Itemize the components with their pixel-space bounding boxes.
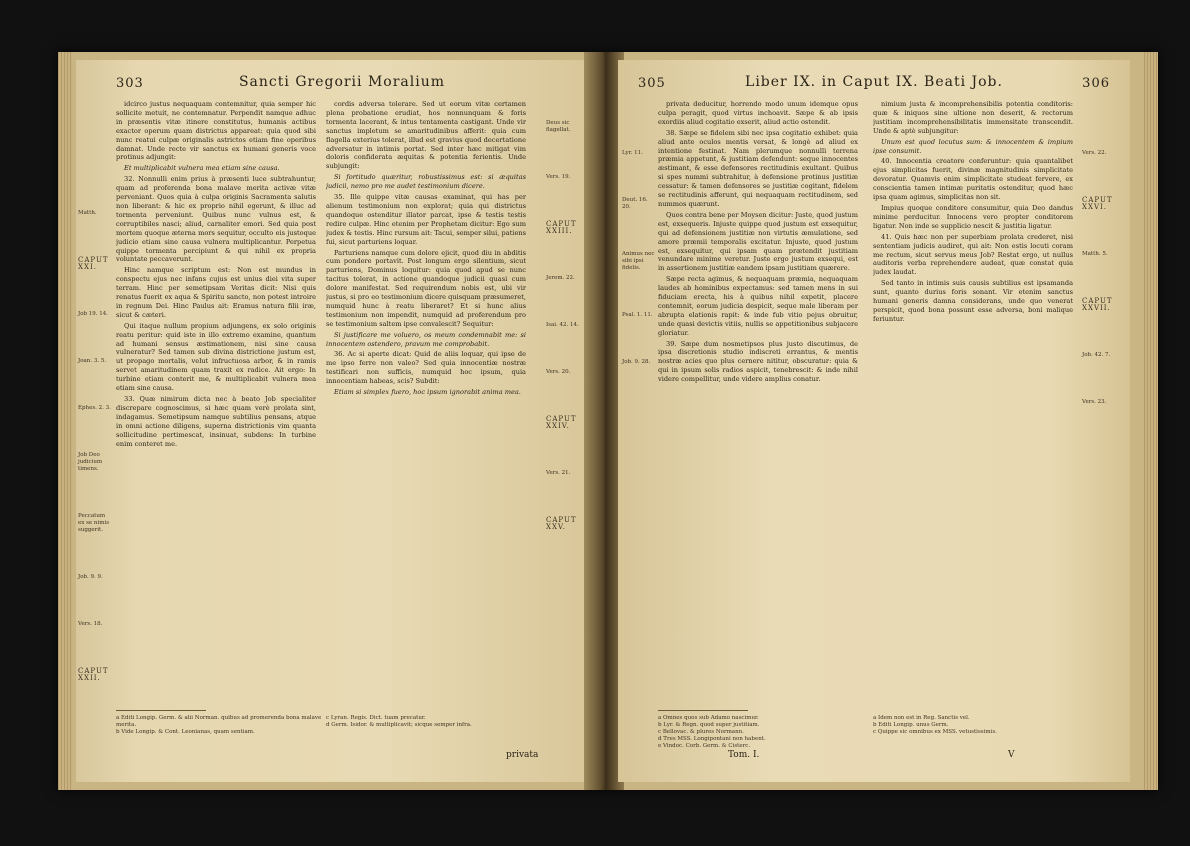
paragraph: 35. Ille quippe vitæ causas examinat, qui has per alienum testimonium non explorat; quia qui districtus quandoque ostenditur illator parcat, ipse & testis testis redire culpæ. Hinc etenim per Prophetam dicitur: Ego sum judex & testis. Hinc rursum ait: Tacui, semper silui, patiens fui, sicut parturiens loquar.: [326, 193, 526, 246]
footnote-rule: [116, 710, 206, 711]
scripture-quote: Etiam si simplex fuero, hoc ipsum ignorabit anima mea.: [334, 388, 521, 397]
left-inner-margin-notes: [546, 120, 586, 571]
paragraph: Hinc namque scriptum est: Non est mundus in conspectu ejus nec infans cujus est unius diei vita super terram. Hinc per semetipsam Veritas dicit: Nisi quis renatus fuerit ex aqua & Spiritu sancto, non potest introire in regnum Dei. Hinc Paulus ait: Eramus natura filii iræ, sicut & cæteri.: [116, 266, 316, 319]
margin-note: Job 19. 14.: [78, 311, 109, 317]
paragraph: 41. Quis hæc non per superbiam prolata crederet, nisi sententiam judicis audiret, qui ait: Non estis locuti coram me rectum, sicut servus meus Job? Restat ergo, ut nullus auditoris verba reprehendere audeat, quæ constat quia judex laudat.: [873, 232, 1073, 277]
margin-note: Lyr. 11.: [622, 150, 643, 156]
margin-note: Peccatum ex se nimis suggerit.: [78, 513, 110, 533]
open-book: [58, 52, 1158, 790]
left-column-a: [116, 100, 316, 700]
margin-note: Joan. 3. 5.: [78, 358, 107, 364]
paragraph: 36. Ac si aperte dicat: Quid de aliis loquar, qui ipse de me ipso ferre non valeo? Sed quia innocentiæ nostræ testificari non sufficis, numquid hoc ipsum, quia innocentiam habeas, scis? Subdit:: [326, 350, 526, 386]
paragraph: 33. Quæ nimirum dicta nec à beato Job specialiter discrepare cognoscimus, si hæc quam verè prolata sint, indagamus. Semetipsum namque subtilius pensans, atque in omni actione diligens, superna districtionis vim quanta sollicitudine pertimescat, insinuat, subdens: In turbine enim conteret me.: [116, 395, 316, 448]
paragraph: cordis adversa tolerare. Sed ut eorum vitæ certamen plena probatione erudiat, hos nonnunquam & foris tormenta lacerant, & intus tentamenta castigant. Unde vir sanctus impletum se amaritudinibus afferit: quia cum flagella exterius tolerat, illud est gravius quod decertatione adversatur in intimis portat. Sed inter hæc mitigat vim doloris confiderata æquitas & potentia ferientis. Unde subjungit:: [326, 100, 526, 171]
left-catchword: privata: [506, 750, 539, 760]
margin-note: Animus nec sibi ipsi fidelis.: [622, 251, 655, 271]
paragraph: Quos contra bene per Moysen dicitur: Juste, quod justum est, exsequeris. Injuste quippe quod justum est exsequitur, qui ad defensionem justitiæ non virtutis æmulatione, sed amore præmii temporalis excitatur. Injuste, quod justum est, exsequitur, qui ipsam quam prætendit justitiam venundare minime veretur. Juste ergo justum exsequi, est in assertionem justitiæ eandem ipsam justitiam quærere.: [658, 210, 858, 273]
footnote: d Germ. Isidor. & multiplicavit; sicque semper infra.: [326, 722, 472, 728]
left-running-head: [116, 74, 568, 94]
footnote: d Tres MSS. Longipontani non habent.: [658, 736, 766, 742]
footnote: a Omnes quos sub Adamo nascimur.: [658, 715, 759, 721]
paragraph: privata deducitur, horrendo modo unum idemque opus culpa peragit, quod virtus inchoavit. Sæpe & ab ipsis exordiis aliud cogitatio exserit, aliud actio ostendit.: [658, 100, 858, 126]
right-page-number-right: 306: [1082, 76, 1110, 91]
left-page-edge: [58, 52, 72, 790]
footnote: e Vindoc. Corb. Germ. & Cisterc.: [658, 743, 751, 749]
footnote: c Quippe sic omnibus ex MSS. vetustissimis.: [873, 729, 997, 735]
left-footnotes-b: [326, 715, 536, 729]
right-page-edge: [1144, 52, 1158, 790]
left-page-number: 303: [116, 76, 144, 91]
left-running-title: Sancti Gregorii Moralium: [238, 74, 446, 90]
paragraph: Qui itaque nullum propium adjungens, ex solo originis reatu peritur: quid iste in illo extremo examine, quantum ad humani sensus æstimationem, nisi sine causa vulneratur? Sed tamen sub divina districtione justum est, ut propago mortalis, velut infructuosa arbor, & in ramis servet amaritudinem quam traxit ex radice. Ait ergo: In turbine etiam conterit me, & multiplicabit vulnera mea etiam sine causa.: [116, 321, 316, 393]
right-page-number-left: 305: [638, 76, 666, 91]
paragraph: 38. Sæpe se fidelem sibi nec ipsa cogitatio exhibet: quia aliud ante oculos mentis versat, & longè ad aliud ex intentione festinat. Nam plerumque nonnulli terrena præmia appetunt, & justitiam defendunt: seque innocentes æstimant, & esse defensores rectitudinis exultant. Quibus si spes nummi subtrahitur, à defensione protinus justitiæ cessatur: & tamen defensores se justitiæ cogitant, fidelem se rectitudinis afferunt, qui nequaquam rectitudinem, sed nummos quærunt.: [658, 128, 858, 208]
margin-note: Matth.: [78, 210, 97, 216]
margin-chapter: CAPUT XXIII.: [546, 220, 577, 235]
margin-chapter: CAPUT XXVII.: [1082, 297, 1113, 312]
footnote: c Bellovac. & plures Normann.: [658, 729, 744, 735]
margin-chapter: CAPUT XXII.: [78, 667, 109, 682]
footnote: a Idem non est in Reg. Sanctis vel.: [873, 715, 970, 721]
paragraph: Sæpe recta agimus, & nequaquam præmia, nequaquam laudes ab hominibus expectamus: sed tamen mens in sui fiduciam erecta, his à quibus nihil expetit, placere contemnit, eorum judicia despicit, seque male liberam per abrupta elationis rapit: & inde fub vitio pejus obruitur, unde quasi devictis vitiis, nullis se appetitionibus subjacere gloriatur.: [658, 275, 858, 337]
margin-note: Jerem. 22.: [546, 275, 575, 281]
right-inner-margin-notes: [622, 150, 656, 406]
margin-chapter: CAPUT XXI.: [78, 256, 109, 271]
margin-note: Job. 9. 9.: [78, 574, 103, 580]
right-running-head: [638, 74, 1110, 94]
margin-chapter: CAPUT XXV.: [546, 516, 577, 531]
margin-note: Vers. 20.: [546, 369, 571, 375]
margin-note: Job Deo judicium timens.: [78, 452, 103, 472]
paragraph: 39. Sæpe dum nosmetipsos plus justo discutimus, de ipsa discretionis studio indiscreti errantus, & mentis nostræ acies quo plus cernere nititur, obscuratur: quia & qui in ipsum solis radios aspicit, tenebrescit: & inde nihil videre compellitur, unde videre amplius conatur.: [658, 339, 858, 384]
right-outer-margin-notes: [1082, 150, 1126, 446]
right-running-title: Liber IX. in Caput IX. Beati Job.: [745, 74, 1003, 90]
footnote: c Lyran. Regis. Dict. tuam precatur.: [326, 715, 426, 721]
scripture-quote: Unum est quod locutus sum: & innocentem & impium ipse consumit.: [873, 137, 1073, 155]
footnote-rule: [658, 710, 748, 711]
margin-note: Deus sic flagellat.: [546, 120, 571, 133]
right-column-b: [873, 100, 1073, 700]
margin-note: Vers. 21.: [546, 470, 571, 476]
margin-note: Isai. 42. 14.: [546, 322, 579, 328]
footnote: b Vide Longip. & Cont. Leonianas, quam sentiam.: [116, 729, 255, 735]
paragraph: Sed tanto in intimis suis causis subtilius est ipsamanda sunt, quanto durius foris sonant. Vir etenim sanctus humani generis damna considerans, unde quo venerat perspicit, quod bona possunt esse adversa, boni malique feriuntur.: [873, 279, 1073, 323]
footnote: b Editi Longip. unus Germ.: [873, 722, 949, 728]
margin-chapter: CAPUT XXIV.: [546, 415, 577, 430]
margin-note: Vers. 22.: [1082, 150, 1107, 156]
margin-note: Deut. 16. 20.: [622, 197, 648, 210]
margin-note: Matth. 5.: [1082, 251, 1108, 257]
margin-note: Vers. 23.: [1082, 399, 1107, 405]
paragraph: idcirco justus nequaquam contemnitur, quia semper hic sollicite metuit, ne contemnatur. Perpendit namque adhuc in præsentis vitæ itinere constitutus, humanis actibus exactor operum quam districtus appareat: quia quod sibi nunc reatui culpæ originalis astrictos etiam fine operibus damnat. Unde recte vir sanctus ex humani generis voce protinus adjungit:: [116, 100, 316, 162]
right-page: [618, 60, 1130, 782]
scripture-quote: Si fortitudo quæritur, robustissimus est: si æquitas judicii, nemo pro me audet testimonium dicere.: [326, 173, 526, 191]
paragraph: Impius quoque conditore consumitur, quia Deo dandus minime perducitur. Innocens vero propter conditorem ligatur. Non inde se supplicio nescit & justitia ligatur.: [873, 203, 1073, 230]
paragraph: nimium justa & incomprehensibilis potentia conditoris: quæ & iniquos sine ultione non deserit, & rectorum justitiam incomprehensibilitatis immensitate transcendit. Unde & aptè subjungitur:: [873, 100, 1073, 135]
margin-note: Psal. 1. 11.: [622, 312, 653, 318]
paragraph: Parturiens namque cum dolore ejicit, quod diu in abditis cum pondere portavit. Post longum ergo silentium, sicut parturiens, Dominus loquitur: quia quod apud se nunc tacitus tolerat, in actione quandoque judicii quasi cum dolore manifestat. Sed requirendum nobis est, ubi vir justus, si pro eo testimonium dicere quisquam præsumeret, numquid hunc à reatu liberaret? Et si hunc alius testimonium non impendit, numquid ad proferendum pro se testimonium saltem ipse convalescit? Sequitur:: [326, 248, 526, 328]
margin-note: Ephes. 2. 3.: [78, 405, 111, 411]
signature-mark: Tom. I.: [728, 750, 760, 760]
right-footnotes-a: [658, 715, 868, 750]
margin-note: Job. 42. 7.: [1082, 352, 1111, 358]
right-column-a: [658, 100, 858, 700]
margin-chapter: CAPUT XXVI.: [1082, 196, 1113, 211]
left-column-b: [326, 100, 526, 700]
scripture-quote: Et multiplicabit vulnera mea etiam sine causa.: [124, 164, 280, 173]
footnote: b Lyr. & Regn. quod super justitiam.: [658, 722, 760, 728]
margin-note: Job. 9. 28.: [622, 359, 651, 365]
margin-note: Vers. 19.: [546, 174, 571, 180]
left-outer-margin-notes: [78, 210, 112, 722]
right-footnotes-b: [873, 715, 1083, 736]
left-footnotes-a: [116, 715, 326, 736]
paragraph: 32. Nonnulli enim prius à præsenti luce subtrahuntur, quam ad proferenda bona malave merita activæ vitæ perveniant. Quos quia à culpa originis Sacramenta salutis non liberant: & hic ex proprio nihil egerunt, & illuc ad tormenta perveniunt. Quibus nunc vulnus est, & corruptibiles nasci; aliud, carnaliter emori. Sed quia post mortem quoque æterna mors sequitur, occulto eis justoque judicio etiam sine causa vulnera multiplicantur. Perpetua quippe tormenta percipiunt & qui nihil ex propria voluntate peccaverunt.: [116, 175, 316, 264]
left-page: [76, 60, 588, 782]
scripture-quote: Si justificare me voluero, os meum condemnabit me: si innocentem ostendero, pravum me comprobabit.: [326, 330, 526, 348]
margin-note: Vers. 18.: [78, 621, 103, 627]
paragraph: 40. Innocentia creatore conferuntur: quia quantalibet ejus simplicitas fuerit, divinæ magnitudinis simplicitate devoratur. Quamvis enim simplicitate studeat fervere, ex conscientia tamen intimæ puritatis ostenditur, quod hæc ipsa quam agimus, simplicitas non sit.: [873, 157, 1073, 202]
right-catchword: V: [1008, 750, 1015, 760]
footnote: a Editi Longip. Germ. & alii Norman. quibus ad promerenda bona malave merita.: [116, 715, 322, 728]
